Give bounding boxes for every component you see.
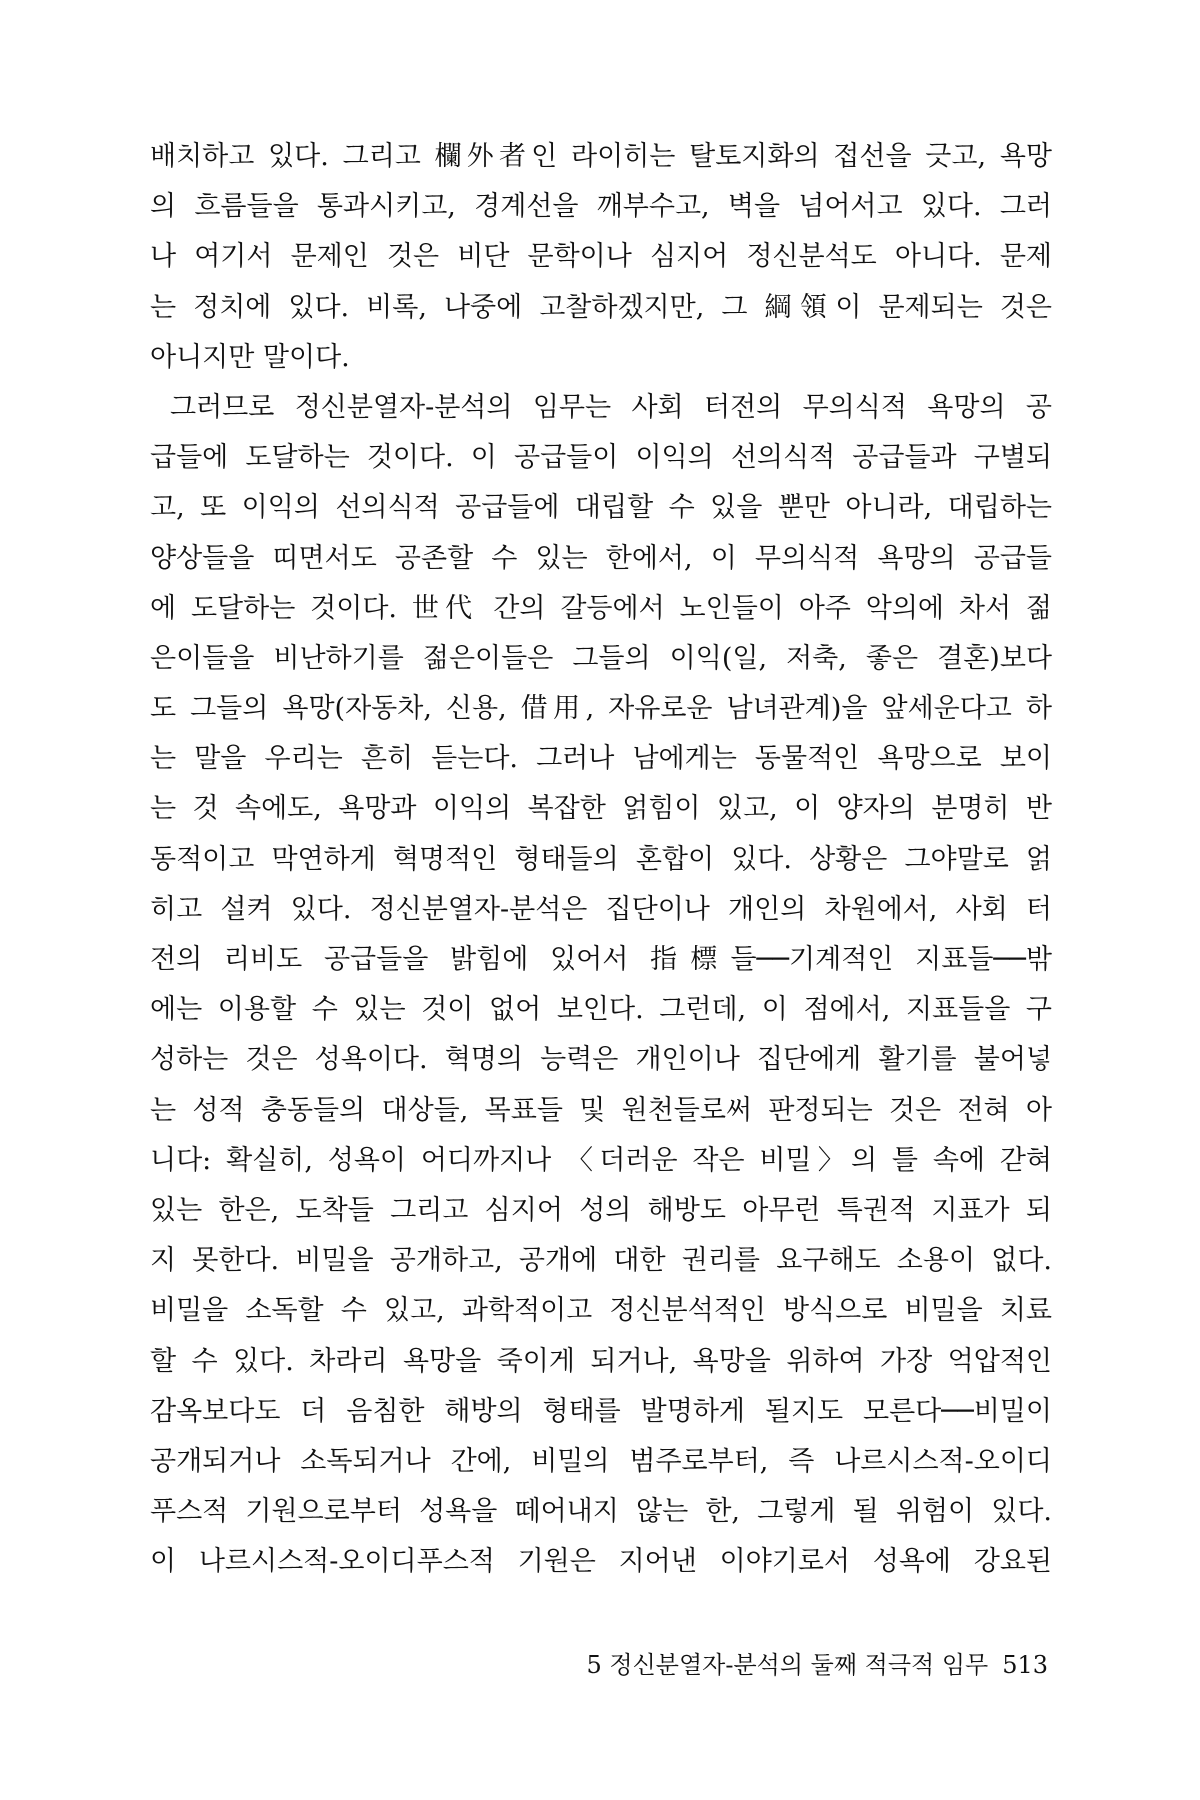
text-line: 이 나르시스적-오이디푸스적 기원은 지어낸 이야기로서 성욕에 강요된	[150, 1546, 1052, 1578]
text-line: 지 못한다. 비밀을 공개하고, 공개에 대한 권리를 요구해도 소용이 없다.	[150, 1245, 1052, 1277]
text-line: 전의 리비도 공급들을 밝힘에 있어서 指標들──기계적인 지표들──밖	[150, 944, 1052, 975]
text-line: 양상들을 띠면서도 공존할 수 있는 한에서, 이 무의식적 욕망의 공급들	[150, 542, 1052, 574]
running-footer	[587, 1645, 1048, 1680]
text-line: 할 수 있다. 차라리 욕망을 죽이게 되거나, 욕망을 위하여 가장 억압적인	[150, 1345, 1052, 1377]
text-line: 고, 또 이익의 선의식적 공급들에 대립할 수 있을 뿐만 아니라, 대립하는	[150, 492, 1052, 524]
text-line: 은이들을 비난하기를 젊은이들은 그들의 이익(일, 저축, 좋은 결혼)보다	[150, 642, 1052, 674]
text-line: 감옥보다도 더 음침한 해방의 형태를 발명하게 될지도 모른다──비밀이	[150, 1395, 1052, 1427]
text-line: 성하는 것은 성욕이다. 혁명의 능력은 개인이나 집단에게 활기를 불어넣	[150, 1044, 1052, 1076]
text-line: 푸스적 기원으로부터 성욕을 떼어내지 않는 한, 그렇게 될 위험이 있다.	[150, 1496, 1052, 1528]
text-line: 있는 한은, 도착들 그리고 심지어 성의 해방도 아무런 특권적 지표가 되	[150, 1194, 1052, 1226]
page-number: 513	[1002, 1651, 1048, 1679]
text-line: 비밀을 소독할 수 있고, 과학적이고 정신분석적인 방식으로 비밀을 치료	[150, 1295, 1052, 1327]
text-line: 의 흐름들을 통과시키고, 경계선을 깨부수고, 벽을 넘어서고 있다. 그러	[150, 191, 1052, 223]
text-line: 는 성적 충동들의 대상들, 목표들 및 원천들로써 판정되는 것은 전혀 아	[150, 1094, 1052, 1126]
text-line: 에는 이용할 수 있는 것이 없어 보인다. 그런데, 이 점에서, 지표들을 구	[150, 994, 1052, 1026]
text-line: 배치하고 있다. 그리고 欄外者인 라이히는 탈토지화의 접선을 긋고, 욕망	[150, 141, 1052, 172]
text-line: 그러므로 정신분열자-분석의 임무는 사회 터전의 무의식적 욕망의 공	[170, 391, 1052, 423]
text-line: 는 말을 우리는 흔히 듣는다. 그러나 남에게는 동물적인 욕망으로 보이	[150, 743, 1052, 775]
chapter-title: 5 정신분열자-분석의 둘째 적극적 임무	[586, 1651, 989, 1679]
text-line: 아니지만 말이다.	[150, 341, 350, 373]
text-line: 에 도달하는 것이다. 世代 간의 갈등에서 노인들이 아주 악의에 차서 젊	[150, 592, 1052, 624]
text-line: 니다: 확실히, 성욕이 어디까지나 〈더러운 작은 비밀〉의 틀 속에 갇혀	[150, 1144, 1052, 1176]
text-line: 급들에 도달하는 것이다. 이 공급들이 이익의 선의식적 공급들과 구별되	[150, 442, 1052, 474]
text-line: 는 것 속에도, 욕망과 이익의 복잡한 얽힘이 있고, 이 양자의 분명히 반	[150, 793, 1052, 825]
body-text	[150, 132, 1052, 1587]
text-line: 동적이고 막연하게 혁명적인 형태들의 혼합이 있다. 상황은 그야말로 얽	[150, 843, 1052, 875]
text-line: 도 그들의 욕망(자동차, 신용, 借用, 자유로운 남녀관계)을 앞세운다고 하	[150, 693, 1052, 725]
text-line: 히고 설켜 있다. 정신분열자-분석은 집단이나 개인의 차원에서, 사회 터	[150, 893, 1052, 925]
text-line: 나 여기서 문제인 것은 비단 문학이나 심지어 정신분석도 아니다. 문제	[150, 241, 1052, 273]
text-line: 는 정치에 있다. 비록, 나중에 고찰하겠지만, 그 綱領이 문제되는 것은	[150, 291, 1052, 323]
text-line: 공개되거나 소독되거나 간에, 비밀의 범주로부터, 즉 나르시스적-오이디	[150, 1445, 1052, 1477]
